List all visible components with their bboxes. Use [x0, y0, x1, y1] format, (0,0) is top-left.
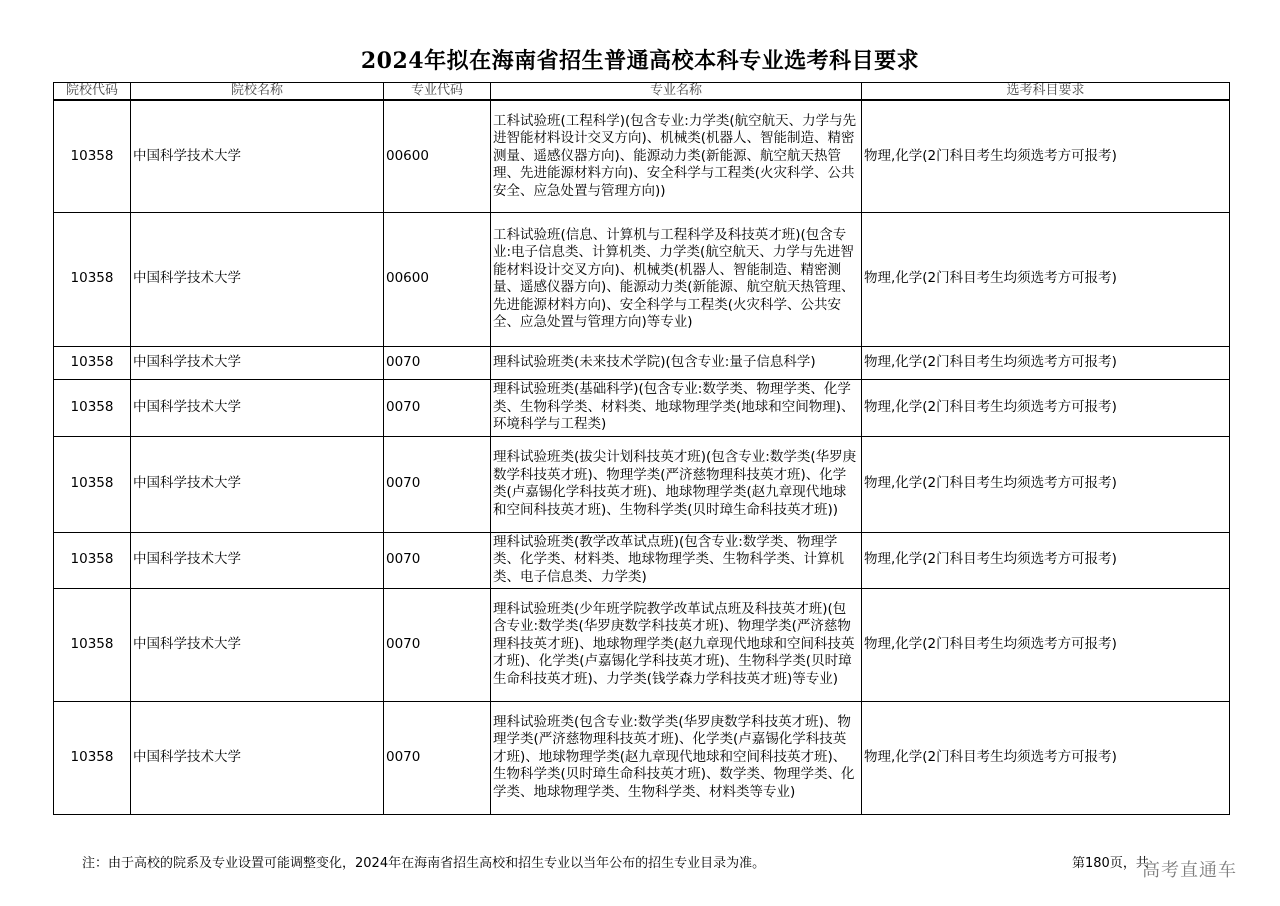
school-code-cell: 10358 [54, 379, 131, 436]
requirement-cell: 物理,化学(2门科目考生均须选考方可报考) [862, 100, 1230, 212]
requirement-cell: 物理,化学(2门科目考生均须选考方可报考) [862, 436, 1230, 532]
major-name-cell: 理科试验班类(未来技术学院)(包含专业:量子信息科学) [491, 346, 862, 379]
table-row [54, 588, 1230, 701]
school-name-cell: 中国科学技术大学 [131, 212, 384, 346]
table-row [54, 532, 1230, 588]
watermark: 高考直通车 [1142, 860, 1237, 881]
header-major-name: 专业名称 [491, 83, 862, 101]
requirements-table [53, 82, 1230, 815]
school-code-cell: 10358 [54, 532, 131, 588]
header-requirement: 选考科目要求 [862, 83, 1230, 101]
table-row [54, 379, 1230, 436]
major-code-cell: 0070 [384, 701, 491, 814]
major-code-cell: 00600 [384, 100, 491, 212]
major-name-cell: 理科试验班类(少年班学院教学改革试点班及科技英才班)(包含专业:数学类(华罗庚数学科技英才班)、物理学类(严济慈物理科技英才班)、地球物理学类(赵九章现代地球和空间科技英才班)、化学类(卢嘉锡化学科技英才班)、生物科学类(贝时璋生命科技英才班)、力学类(钱学森力学科技英才班)等专业) [491, 588, 862, 701]
table-header-row [54, 83, 1230, 101]
requirement-cell: 物理,化学(2门科目考生均须选考方可报考) [862, 346, 1230, 379]
major-code-cell: 0070 [384, 379, 491, 436]
requirement-cell: 物理,化学(2门科目考生均须选考方可报考) [862, 588, 1230, 701]
school-code-cell: 10358 [54, 436, 131, 532]
school-code-cell: 10358 [54, 100, 131, 212]
major-name-cell: 理科试验班类(包含专业:数学类(华罗庚数学科技英才班)、物理学类(严济慈物理科技英才班)、化学类(卢嘉锡化学科技英才班)、地球物理学类(赵九章现代地球和空间科技英才班)、生物科学类(贝时璋生命科技英才班)、数学类、物理学类、化学类、地球物理学类、生物科学类、材料类等专业) [491, 701, 862, 814]
requirement-cell: 物理,化学(2门科目考生均须选考方可报考) [862, 212, 1230, 346]
school-name-cell: 中国科学技术大学 [131, 100, 384, 212]
school-code-cell: 10358 [54, 212, 131, 346]
school-name-cell: 中国科学技术大学 [131, 532, 384, 588]
table-row [54, 212, 1230, 346]
school-code-cell: 10358 [54, 588, 131, 701]
school-code-cell: 10358 [54, 346, 131, 379]
header-major-code: 专业代码 [384, 83, 491, 101]
major-code-cell: 00600 [384, 212, 491, 346]
table-row [54, 701, 1230, 814]
major-code-cell: 0070 [384, 532, 491, 588]
major-name-cell: 理科试验班类(教学改革试点班)(包含专业:数学类、物理学类、化学类、材料类、地球物理学类、生物科学类、计算机类、电子信息类、力学类) [491, 532, 862, 588]
table-row [54, 100, 1230, 212]
school-name-cell: 中国科学技术大学 [131, 701, 384, 814]
footer-note: 注：由于高校的院系及专业设置可能调整变化，2024年在海南省招生高校和招生专业以当年公布的招生专业目录为准。 [82, 856, 766, 871]
school-name-cell: 中国科学技术大学 [131, 346, 384, 379]
page-title: 2024年拟在海南省招生普通高校本科专业选考科目要求 [360, 48, 920, 74]
school-code-cell: 10358 [54, 701, 131, 814]
major-name-cell: 工科试验班(信息、计算机与工程科学及科技英才班)(包含专业:电子信息类、计算机类、力学类(航空航天、力学与先进智能材料设计交叉方向)、机械类(机器人、智能制造、精密测量、遥感仪器方向)、能源动力类(新能源、航空航天热管理、先进能源材料方向)、安全科学与工程类(火灾科学、公共安全、应急处置与管理方向)等专业) [491, 212, 862, 346]
header-school-name: 院校名称 [131, 83, 384, 101]
requirement-cell: 物理,化学(2门科目考生均须选考方可报考) [862, 379, 1230, 436]
school-name-cell: 中国科学技术大学 [131, 588, 384, 701]
page-number: 第180页，共 [1072, 856, 1149, 871]
header-school-code: 院校代码 [54, 83, 131, 101]
table-row [54, 436, 1230, 532]
major-name-cell: 理科试验班类(基础科学)(包含专业:数学类、物理学类、化学类、生物科学类、材料类、地球物理学类(地球和空间物理)、环境科学与工程类) [491, 379, 862, 436]
major-name-cell: 理科试验班类(拔尖计划科技英才班)(包含专业:数学类(华罗庚数学科技英才班)、物理学类(严济慈物理科技英才班)、化学类(卢嘉锡化学科技英才班)、地球物理学类(赵九章现代地球和空间科技英才班)、生物科学类(贝时璋生命科技英才班)) [491, 436, 862, 532]
major-code-cell: 0070 [384, 588, 491, 701]
table-row [54, 346, 1230, 379]
school-name-cell: 中国科学技术大学 [131, 379, 384, 436]
requirement-cell: 物理,化学(2门科目考生均须选考方可报考) [862, 532, 1230, 588]
major-code-cell: 0070 [384, 436, 491, 532]
major-code-cell: 0070 [384, 346, 491, 379]
major-name-cell: 工科试验班(工程科学)(包含专业:力学类(航空航天、力学与先进智能材料设计交叉方向)、机械类(机器人、智能制造、精密测量、遥感仪器方向)、能源动力类(新能源、航空航天热管理、先进能源材料方向)、安全科学与工程类(火灾科学、公共安全、应急处置与管理方向)) [491, 100, 862, 212]
school-name-cell: 中国科学技术大学 [131, 436, 384, 532]
requirement-cell: 物理,化学(2门科目考生均须选考方可报考) [862, 701, 1230, 814]
